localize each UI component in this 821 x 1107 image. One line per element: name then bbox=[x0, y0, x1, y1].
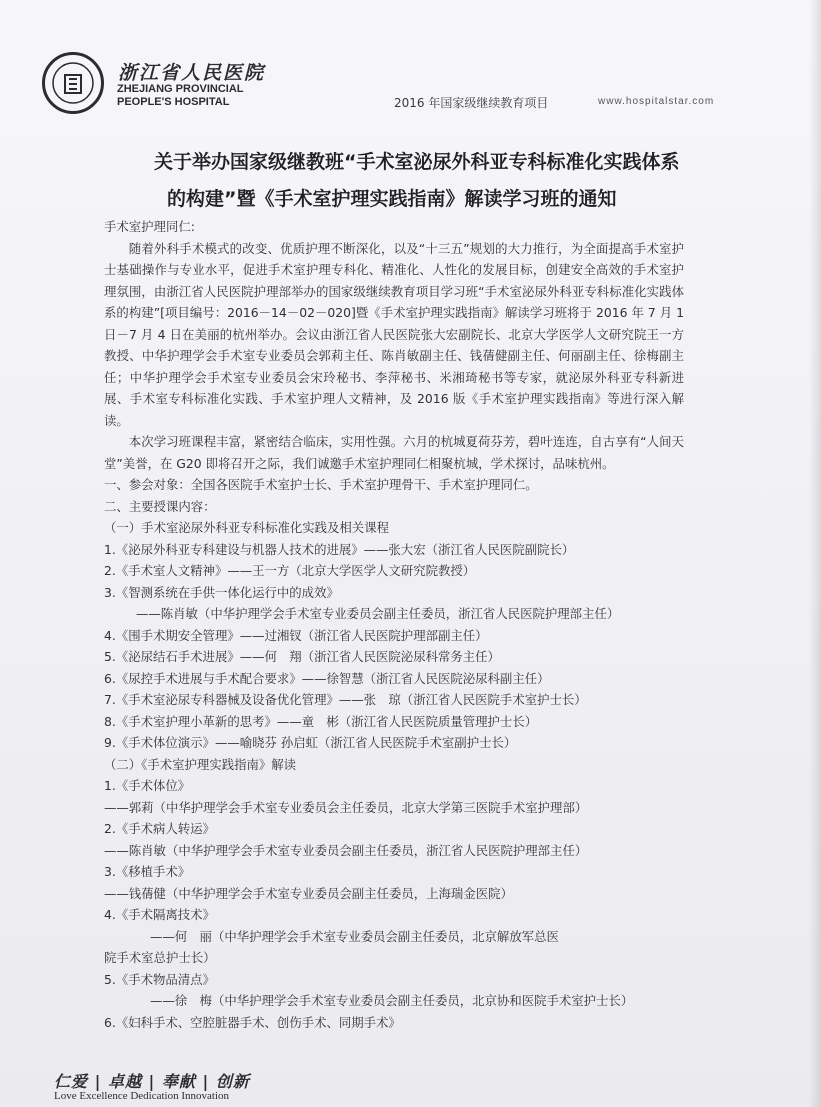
section-courses-heading: 二、主要授课内容： bbox=[104, 498, 216, 514]
notice-title-line2: 的构建”暨《手术室护理实践指南》解读学习班的通知 bbox=[167, 188, 617, 210]
hospital-name-en-line1: ZHEJIANG PROVINCIAL bbox=[117, 83, 244, 95]
website-url: www.hospitalstar.com bbox=[598, 96, 715, 107]
seal-icon bbox=[45, 55, 101, 111]
course-item: 8.《手术室护理小革新的思考》——童 彬（浙江省人民医院质量管理护士长） bbox=[104, 713, 538, 729]
course-item: 5.《泌尿结石手术进展》——何 翔（浙江省人民医院泌尿科常务主任） bbox=[104, 649, 500, 664]
course-item: 6.《尿控手术进展与手术配合要求》——徐智慧（浙江省人民医院泌尿科副主任） bbox=[104, 670, 550, 686]
course-item: 1.《泌尿外科亚专科建设与机器人技术的进展》——张大宏（浙江省人民医院副院长） bbox=[104, 541, 575, 557]
guide-speaker: ——陈肖敏（中华护理学会手术室专业委员会副主任委员，浙江省人民医院护理部主任） bbox=[104, 842, 588, 858]
guide-item: 2.《手术病人转运》 bbox=[104, 821, 215, 836]
hospital-seal-logo bbox=[42, 52, 104, 114]
notice-body bbox=[104, 216, 684, 1033]
hospital-motto-en: Love Excellence Dedication Innovation bbox=[54, 1090, 230, 1102]
guide-speaker: ——郭莉（中华护理学会手术室专业委员会主任委员，北京大学第三医院手术室护理部） bbox=[104, 799, 588, 815]
guide-item: 5.《手术物品清点》 bbox=[104, 971, 215, 987]
hospital-name-en-line2: PEOPLE'S HOSPITAL bbox=[117, 96, 230, 108]
course-item: 9.《手术体位演示》——喻晓芬 孙启虹（浙江省人民医院手术室副护士长） bbox=[104, 735, 517, 750]
project-label: 2016 年国家级继续教育项目 bbox=[394, 96, 549, 110]
course-item: 2.《手术室人文精神》——王一方（北京大学医学人文研究院教授） bbox=[104, 563, 476, 578]
course-item: 3.《智测系统在手供一体化运行中的成效》 bbox=[104, 584, 339, 600]
hospital-name-en bbox=[117, 83, 244, 109]
guide-speaker: ——钱蒨健（中华护理学会手术室专业委员会副主任委员，上海瑞金医院） bbox=[104, 885, 513, 901]
course-item: 4.《围手术期安全管理》——过湘钗（浙江省人民医院护理部副主任） bbox=[104, 627, 488, 643]
hospital-name-cn: 浙江省人民医院 bbox=[118, 62, 266, 84]
notice-title-line1: 关于举办国家级继教班“手术室泌尿外科亚专科标准化实践体系 bbox=[154, 151, 680, 173]
part1-title: （一）手术室泌尿外科亚专科标准化实践及相关课程 bbox=[104, 520, 389, 535]
guide-speaker-cont: 院手术室总护士长） bbox=[104, 950, 216, 965]
guide-item: 3.《移植手术》 bbox=[104, 864, 191, 879]
paragraph-intro: 随着外科手术模式的改变、优质护理不断深化，以及“十三五”规划的大力推行，为全面提高手术室护士基础操作与专业水平，促进手术室护理专科化、精准化、人性化的发展目标，创建安全高效的手术室护理氛围，由浙江省人民医院护理部举办的国家级继续教育项目学习班“手术室泌尿外科亚专科标准化实践体系的构建”[项目编号：2016－14－02－020]暨《手术室护理实践指南》解读学习班将于 2016 年 7 月 1 日－7 月 4 日在美丽的杭州举办。会议由浙江省人民医院张大宏副院长、北京大学医学人文研究院王一方教授、中华护理学会手术室专业委员会郭莉主任、陈肖敏副主任、钱蒨健副主任、何丽副主任、徐梅副主任；中华护理学会手术室专业委员会宋玲秘书、李萍秘书、米湘琦秘书等专家，就泌尿外科亚专科新进展、手术室专科标准化实践、手术室护理人文精神，及 2016 版《手术室护理实践指南》等进行深入解读。 bbox=[104, 240, 684, 428]
course-speaker: ——陈肖敏（中华护理学会手术室专业委员会副主任委员，浙江省人民医院护理部主任） bbox=[136, 606, 620, 621]
salutation: 手术室护理同仁: bbox=[104, 219, 195, 234]
guide-speaker: ——徐 梅（中华护理学会手术室专业委员会副主任委员，北京协和医院手术室护士长） bbox=[150, 993, 634, 1008]
guide-item: 4.《手术隔离技术》 bbox=[104, 907, 215, 922]
guide-speaker: ——何 丽（中华护理学会手术室专业委员会副主任委员，北京解放军总医 bbox=[150, 928, 559, 944]
paragraph-invitation: 本次学习班课程丰富，紧密结合临床，实用性强。六月的杭城夏荷芬芳，碧叶连连，自古享有“人间天堂”美誉，在 G20 即将召开之际，我们诚邀手术室护理同仁相聚杭城，学术探讨，品味杭州。 bbox=[104, 434, 684, 471]
guide-item: 6.《妇科手术、空腔脏器手术、创伤手术、同期手术》 bbox=[104, 1014, 401, 1030]
part2-title: （二）《手术室护理实践指南》解读 bbox=[104, 756, 297, 772]
hospital-motto-cn: 仁爱 | 卓越 | 奉献 | 创新 bbox=[54, 1072, 250, 1091]
guide-item: 1.《手术体位》 bbox=[104, 778, 191, 793]
section-participants: 一、参会对象：全国各医院手术室护士长、手术室护理骨干、手术室护理同仁。 bbox=[104, 477, 538, 492]
course-item: 7.《手术室泌尿专科器械及设备优化管理》——张 琼（浙江省人民医院手术室护士长） bbox=[104, 692, 587, 707]
paper-edge-shadow bbox=[809, 0, 821, 1107]
